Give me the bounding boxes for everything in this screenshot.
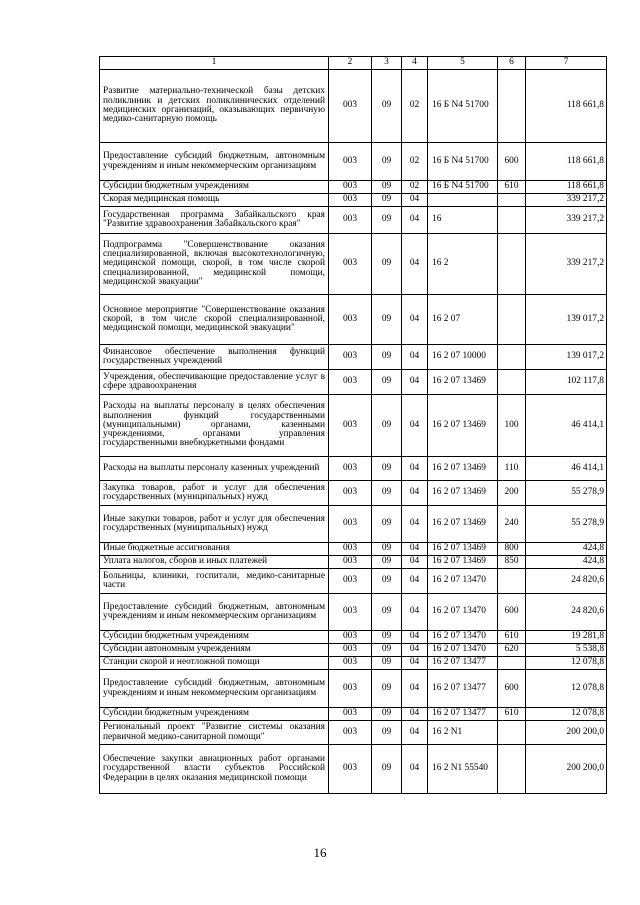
section-code-cell: 09 <box>372 594 402 631</box>
expense-type-cell: 610 <box>498 631 526 644</box>
item-name-cell: Субсидии бюджетным учреждениям <box>100 181 329 194</box>
item-name-cell: Предоставление субсидий бюджетным, автономным учреждениям и иным некоммерческим организациям <box>100 594 329 631</box>
amount-cell: 339 217,2 <box>526 194 607 207</box>
expense-type-cell: 610 <box>498 708 526 721</box>
subsection-code-cell: 04 <box>402 506 428 543</box>
subsection-code-cell: 02 <box>402 181 428 194</box>
header-cell-2: 2 <box>329 57 372 70</box>
admin-code-cell: 003 <box>329 631 372 644</box>
admin-code-cell: 003 <box>329 481 372 506</box>
amount-cell: 55 278,9 <box>526 506 607 543</box>
item-name-cell: Субсидии автономным учреждениям <box>100 644 329 657</box>
header-cell-5: 5 <box>428 57 498 70</box>
admin-code-cell: 003 <box>329 721 372 745</box>
admin-code-cell: 003 <box>329 194 372 207</box>
section-code-cell: 09 <box>372 721 402 745</box>
admin-code-cell: 003 <box>329 207 372 234</box>
item-name-cell: Региональный проект "Развитие системы оказания первичной медико-санитарной помощи" <box>100 721 329 745</box>
section-code-cell: 09 <box>372 370 402 395</box>
item-name-cell: Государственная программа Забайкальского края "Развитие здравоохранения Забайкальского края" <box>100 207 329 234</box>
amount-cell: 139 017,2 <box>526 295 607 345</box>
item-name-cell: Учреждения, обеспечивающие предоставление услуг в сфере здравоохранения <box>100 370 329 395</box>
table-row <box>100 207 607 234</box>
amount-cell: 102 117,8 <box>526 370 607 395</box>
page-number: 16 <box>313 845 327 860</box>
target-article-cell: 16 2 07 13469 <box>428 481 498 506</box>
amount-cell: 24 820,6 <box>526 569 607 594</box>
table-row <box>100 657 607 670</box>
admin-code-cell: 003 <box>329 457 372 481</box>
admin-code-cell: 003 <box>329 143 372 181</box>
table-row <box>100 708 607 721</box>
amount-cell: 118 661,8 <box>526 143 607 181</box>
expense-type-cell <box>498 345 526 370</box>
amount-cell: 118 661,8 <box>526 181 607 194</box>
amount-cell: 424,8 <box>526 556 607 569</box>
table-row <box>100 556 607 569</box>
budget-table <box>99 56 607 794</box>
subsection-code-cell: 04 <box>402 556 428 569</box>
table-row <box>100 745 607 794</box>
target-article-cell: 16 2 07 13470 <box>428 631 498 644</box>
admin-code-cell: 003 <box>329 594 372 631</box>
amount-cell: 46 414,1 <box>526 457 607 481</box>
admin-code-cell: 003 <box>329 181 372 194</box>
table-row <box>100 644 607 657</box>
subsection-code-cell: 04 <box>402 644 428 657</box>
amount-cell: 200 200,0 <box>526 745 607 794</box>
header-cell-1: 1 <box>100 57 329 70</box>
target-article-cell: 16 2 07 13469 <box>428 370 498 395</box>
table-row <box>100 457 607 481</box>
subsection-code-cell: 04 <box>402 395 428 457</box>
item-name-cell: Финансовое обеспечение выполнения функций государственных учреждений <box>100 345 329 370</box>
expense-type-cell: 240 <box>498 506 526 543</box>
item-name-cell: Иные бюджетные ассигнования <box>100 543 329 556</box>
item-name-cell: Обеспечение закупки авиационных работ органами государственной власти субъектов Российской Федерации в целях оказания медицинской помощи <box>100 745 329 794</box>
table-row <box>100 395 607 457</box>
table-row <box>100 370 607 395</box>
expense-type-cell <box>498 745 526 794</box>
expense-type-cell <box>498 295 526 345</box>
item-name-cell: Станции скорой и неотложной помощи <box>100 657 329 670</box>
subsection-code-cell: 04 <box>402 708 428 721</box>
target-article-cell: 16 <box>428 207 498 234</box>
table-body <box>100 57 607 794</box>
section-code-cell: 09 <box>372 670 402 708</box>
section-code-cell: 09 <box>372 345 402 370</box>
subsection-code-cell: 04 <box>402 670 428 708</box>
amount-cell: 118 661,8 <box>526 70 607 143</box>
item-name-cell: Расходы на выплаты персоналу в целях обеспечения выполнения функций государственными (муниципальными) органами, казенными учреждениями, органами управления государственными внебюджетными фондами <box>100 395 329 457</box>
section-code-cell: 09 <box>372 207 402 234</box>
expense-type-cell: 110 <box>498 457 526 481</box>
table-row <box>100 569 607 594</box>
item-name-cell: Развитие материально-технической базы детских поликлиник и детских поликлинических отделений медицинских организаций, оказывающих первичную медико-санитарную помощь <box>100 70 329 143</box>
subsection-code-cell: 04 <box>402 207 428 234</box>
amount-cell: 5 538,8 <box>526 644 607 657</box>
section-code-cell: 09 <box>372 506 402 543</box>
expense-type-cell: 600 <box>498 670 526 708</box>
header-cell-7: 7 <box>526 57 607 70</box>
section-code-cell: 09 <box>372 70 402 143</box>
expense-type-cell <box>498 207 526 234</box>
expense-type-cell: 600 <box>498 594 526 631</box>
admin-code-cell: 003 <box>329 543 372 556</box>
section-code-cell: 09 <box>372 234 402 295</box>
table-row <box>100 631 607 644</box>
expense-type-cell <box>498 194 526 207</box>
amount-cell: 339 217,2 <box>526 234 607 295</box>
subsection-code-cell: 04 <box>402 745 428 794</box>
amount-cell: 24 820,6 <box>526 594 607 631</box>
target-article-cell: 16 2 N1 <box>428 721 498 745</box>
section-code-cell: 09 <box>372 143 402 181</box>
item-name-cell: Закупка товаров, работ и услуг для обеспечения государственных (муниципальных) нужд <box>100 481 329 506</box>
admin-code-cell: 003 <box>329 556 372 569</box>
table-row <box>100 143 607 181</box>
target-article-cell: 16 2 07 13477 <box>428 657 498 670</box>
admin-code-cell: 003 <box>329 670 372 708</box>
table-row <box>100 594 607 631</box>
expense-type-cell <box>498 370 526 395</box>
target-article-cell <box>428 194 498 207</box>
table-header-row <box>100 57 607 70</box>
table-row <box>100 506 607 543</box>
item-name-cell: Иные закупки товаров, работ и услуг для обеспечения государственных (муниципальных) нужд <box>100 506 329 543</box>
section-code-cell: 09 <box>372 631 402 644</box>
target-article-cell: 16 2 07 13469 <box>428 556 498 569</box>
target-article-cell: 16 Б N4 51700 <box>428 181 498 194</box>
subsection-code-cell: 04 <box>402 594 428 631</box>
table-row <box>100 70 607 143</box>
admin-code-cell: 003 <box>329 295 372 345</box>
amount-cell: 12 078,8 <box>526 657 607 670</box>
target-article-cell: 16 2 07 13469 <box>428 543 498 556</box>
subsection-code-cell: 04 <box>402 657 428 670</box>
target-article-cell: 16 2 07 13477 <box>428 708 498 721</box>
admin-code-cell: 003 <box>329 234 372 295</box>
subsection-code-cell: 04 <box>402 481 428 506</box>
amount-cell: 339 217,2 <box>526 207 607 234</box>
section-code-cell: 09 <box>372 181 402 194</box>
expense-type-cell: 620 <box>498 644 526 657</box>
amount-cell: 46 414,1 <box>526 395 607 457</box>
section-code-cell: 09 <box>372 657 402 670</box>
expense-type-cell: 100 <box>498 395 526 457</box>
item-name-cell: Уплата налогов, сборов и иных платежей <box>100 556 329 569</box>
header-cell-6: 6 <box>498 57 526 70</box>
target-article-cell: 16 2 <box>428 234 498 295</box>
admin-code-cell: 003 <box>329 569 372 594</box>
item-name-cell: Предоставление субсидий бюджетным, автономным учреждениям и иным некоммерческим организациям <box>100 670 329 708</box>
section-code-cell: 09 <box>372 457 402 481</box>
admin-code-cell: 003 <box>329 506 372 543</box>
amount-cell: 55 278,9 <box>526 481 607 506</box>
expense-type-cell <box>498 234 526 295</box>
expense-type-cell <box>498 657 526 670</box>
item-name-cell: Предоставление субсидий бюджетным, автономным учреждениям и иным некоммерческим организациям <box>100 143 329 181</box>
subsection-code-cell: 04 <box>402 569 428 594</box>
section-code-cell: 09 <box>372 295 402 345</box>
subsection-code-cell: 04 <box>402 194 428 207</box>
table-row <box>100 345 607 370</box>
section-code-cell: 09 <box>372 395 402 457</box>
section-code-cell: 09 <box>372 481 402 506</box>
table-row <box>100 234 607 295</box>
amount-cell: 12 078,8 <box>526 670 607 708</box>
subsection-code-cell: 04 <box>402 234 428 295</box>
amount-cell: 200 200,0 <box>526 721 607 745</box>
admin-code-cell: 003 <box>329 657 372 670</box>
target-article-cell: 16 2 07 <box>428 295 498 345</box>
table-row <box>100 543 607 556</box>
target-article-cell: 16 2 07 10000 <box>428 345 498 370</box>
subsection-code-cell: 04 <box>402 721 428 745</box>
section-code-cell: 09 <box>372 556 402 569</box>
item-name-cell: Расходы на выплаты персоналу казенных учреждений <box>100 457 329 481</box>
amount-cell: 12 078,8 <box>526 708 607 721</box>
expense-type-cell: 800 <box>498 543 526 556</box>
subsection-code-cell: 02 <box>402 143 428 181</box>
item-name-cell: Скорая медицинская помощь <box>100 194 329 207</box>
target-article-cell: 16 Б N4 51700 <box>428 70 498 143</box>
table-row <box>100 181 607 194</box>
admin-code-cell: 003 <box>329 345 372 370</box>
section-code-cell: 09 <box>372 745 402 794</box>
admin-code-cell: 003 <box>329 745 372 794</box>
admin-code-cell: 003 <box>329 370 372 395</box>
subsection-code-cell: 04 <box>402 631 428 644</box>
target-article-cell: 16 2 07 13477 <box>428 670 498 708</box>
item-name-cell: Основное мероприятие "Совершенствование оказания скорой, в том числе скорой специализированной, медицинской помощи, медицинской эвакуации" <box>100 295 329 345</box>
table-row <box>100 670 607 708</box>
subsection-code-cell: 04 <box>402 543 428 556</box>
expense-type-cell <box>498 70 526 143</box>
target-article-cell: 16 2 07 13469 <box>428 457 498 481</box>
target-article-cell: 16 2 07 13469 <box>428 506 498 543</box>
table-row <box>100 721 607 745</box>
header-cell-3: 3 <box>372 57 402 70</box>
subsection-code-cell: 04 <box>402 345 428 370</box>
admin-code-cell: 003 <box>329 70 372 143</box>
expense-type-cell: 200 <box>498 481 526 506</box>
admin-code-cell: 003 <box>329 644 372 657</box>
expense-type-cell <box>498 721 526 745</box>
header-cell-4: 4 <box>402 57 428 70</box>
amount-cell: 19 281,8 <box>526 631 607 644</box>
subsection-code-cell: 02 <box>402 70 428 143</box>
table-row <box>100 295 607 345</box>
expense-type-cell: 600 <box>498 143 526 181</box>
amount-cell: 424,8 <box>526 543 607 556</box>
section-code-cell: 09 <box>372 543 402 556</box>
expense-type-cell: 850 <box>498 556 526 569</box>
target-article-cell: 16 2 N1 55540 <box>428 745 498 794</box>
subsection-code-cell: 04 <box>402 370 428 395</box>
table-row <box>100 194 607 207</box>
admin-code-cell: 003 <box>329 395 372 457</box>
item-name-cell: Больницы, клиники, госпитали, медико-санитарные части <box>100 569 329 594</box>
target-article-cell: 16 2 07 13470 <box>428 594 498 631</box>
section-code-cell: 09 <box>372 708 402 721</box>
target-article-cell: 16 2 07 13470 <box>428 644 498 657</box>
section-code-cell: 09 <box>372 194 402 207</box>
admin-code-cell: 003 <box>329 708 372 721</box>
item-name-cell: Подпрограмма "Совершенствование оказания специализированной, включая высокотехнологичную, медицинской помощи, скорой, в том числе скорой специализированной, медицинской помощи, медицинской эвакуации" <box>100 234 329 295</box>
section-code-cell: 09 <box>372 569 402 594</box>
item-name-cell: Субсидии бюджетным учреждениям <box>100 631 329 644</box>
target-article-cell: 16 2 07 13470 <box>428 569 498 594</box>
item-name-cell: Субсидии бюджетным учреждениям <box>100 708 329 721</box>
expense-type-cell: 610 <box>498 181 526 194</box>
section-code-cell: 09 <box>372 644 402 657</box>
amount-cell: 139 017,2 <box>526 345 607 370</box>
target-article-cell: 16 Б N4 51700 <box>428 143 498 181</box>
subsection-code-cell: 04 <box>402 295 428 345</box>
table-row <box>100 481 607 506</box>
expense-type-cell <box>498 569 526 594</box>
target-article-cell: 16 2 07 13469 <box>428 395 498 457</box>
subsection-code-cell: 04 <box>402 457 428 481</box>
